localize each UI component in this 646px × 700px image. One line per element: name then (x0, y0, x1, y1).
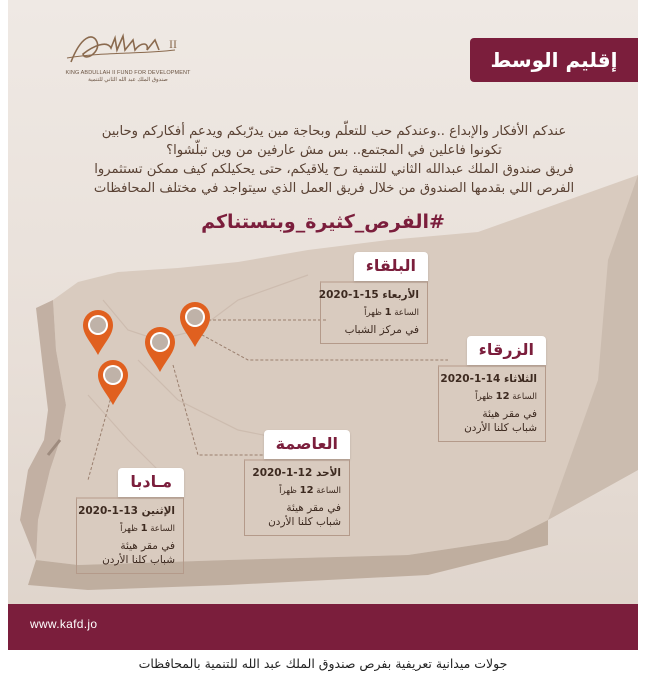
date-line (318, 288, 419, 303)
image-caption: جولات ميدانية تعريفية بفرص صندوق الملك عبد الله للتنمية بالمحافظات (138, 656, 508, 671)
venue: شباب كلنا الأردن (268, 516, 341, 528)
location-card-balqa (320, 252, 428, 344)
date: 12-1-2020 (252, 467, 313, 479)
intro-line: فريق صندوق الملك عبدالله الثاني للتنمية رح يلاقيكم، حتى يحكيلكم كيف ممكن تستثمروا (94, 162, 574, 177)
time-line: الساعة 12 ظهراً (475, 391, 537, 402)
venue: في مقر هيئة (286, 502, 341, 514)
venue: في مقر هيئة (120, 540, 175, 552)
time-hour: 12 (495, 391, 510, 402)
venue: في مركز الشباب (344, 324, 419, 336)
map-pin-icon (96, 358, 130, 406)
map-pin-icon (143, 325, 177, 373)
fund-name-en: KING ABDULLAH II FUND FOR DEVELOPMENT (65, 70, 191, 76)
website-link[interactable]: www.kafd.jo (30, 617, 98, 631)
location-details (320, 281, 428, 344)
time-line: الساعة 12 ظهراً (279, 485, 341, 496)
location-details (76, 497, 184, 574)
venue: شباب كلنا الأردن (464, 422, 537, 434)
day: الثلاثاء (503, 373, 537, 385)
location-name: العاصمة (264, 430, 350, 459)
date: 15-1-2020 (318, 289, 379, 301)
date-line (78, 504, 175, 519)
kafd-logo (58, 28, 198, 100)
intro-line: عندكم الأفكار والإبداع ..وعندكم حب للتعلّم وبحاجة مين يدرّبكم ويدعم أفكاركم وحابين (101, 124, 567, 139)
location-card-capital (244, 430, 350, 536)
time-line: الساعة 1 ظهراً (364, 307, 419, 318)
signature-logo-icon (63, 28, 193, 70)
time-line: الساعة 1 ظهراً (120, 523, 175, 534)
svg-text:II: II (169, 37, 177, 51)
location-card-zarqa (438, 336, 546, 442)
location-details (438, 365, 546, 442)
venue: شباب كلنا الأردن (102, 554, 175, 566)
fund-name-ar: صندوق الملك عبد الله الثاني للتنمية (88, 77, 168, 83)
intro-line: الفرص اللي بقدمها الصندوق من خلال فريق العمل الذي سيتواجد في مختلف المحافظات (93, 181, 575, 196)
poster (8, 0, 638, 650)
location-card-madaba (76, 468, 184, 574)
venue: في مقر هيئة (482, 408, 537, 420)
day: الأحد (315, 467, 341, 479)
map-pin-icon (178, 300, 212, 348)
time-hour: 1 (384, 307, 392, 318)
time-hour: 12 (299, 485, 314, 496)
time-hour: 1 (140, 523, 148, 534)
date: 13-1-2020 (78, 505, 138, 517)
intro-paragraph (54, 122, 614, 198)
hashtag: #الفرص_كثيرة_وبتستناكم (201, 211, 445, 233)
date: 14-1-2020 (440, 373, 501, 385)
intro-line: تكونوا فاعلين في المجتمع.. بس مش عارفين من وين تبلّشوا؟ (166, 143, 502, 158)
location-name: البلقاء (354, 252, 428, 281)
day: الإثنين (141, 505, 175, 517)
date-line (440, 372, 537, 387)
day: الأربعاء (382, 289, 419, 301)
footer-bar (8, 604, 638, 650)
location-name: الزرقاء (467, 336, 546, 365)
location-details (244, 459, 350, 536)
location-name: مـادبا (118, 468, 184, 497)
date-line (253, 466, 341, 481)
map-pin-icon (81, 308, 115, 356)
region-title: إقليم الوسط (470, 38, 638, 82)
